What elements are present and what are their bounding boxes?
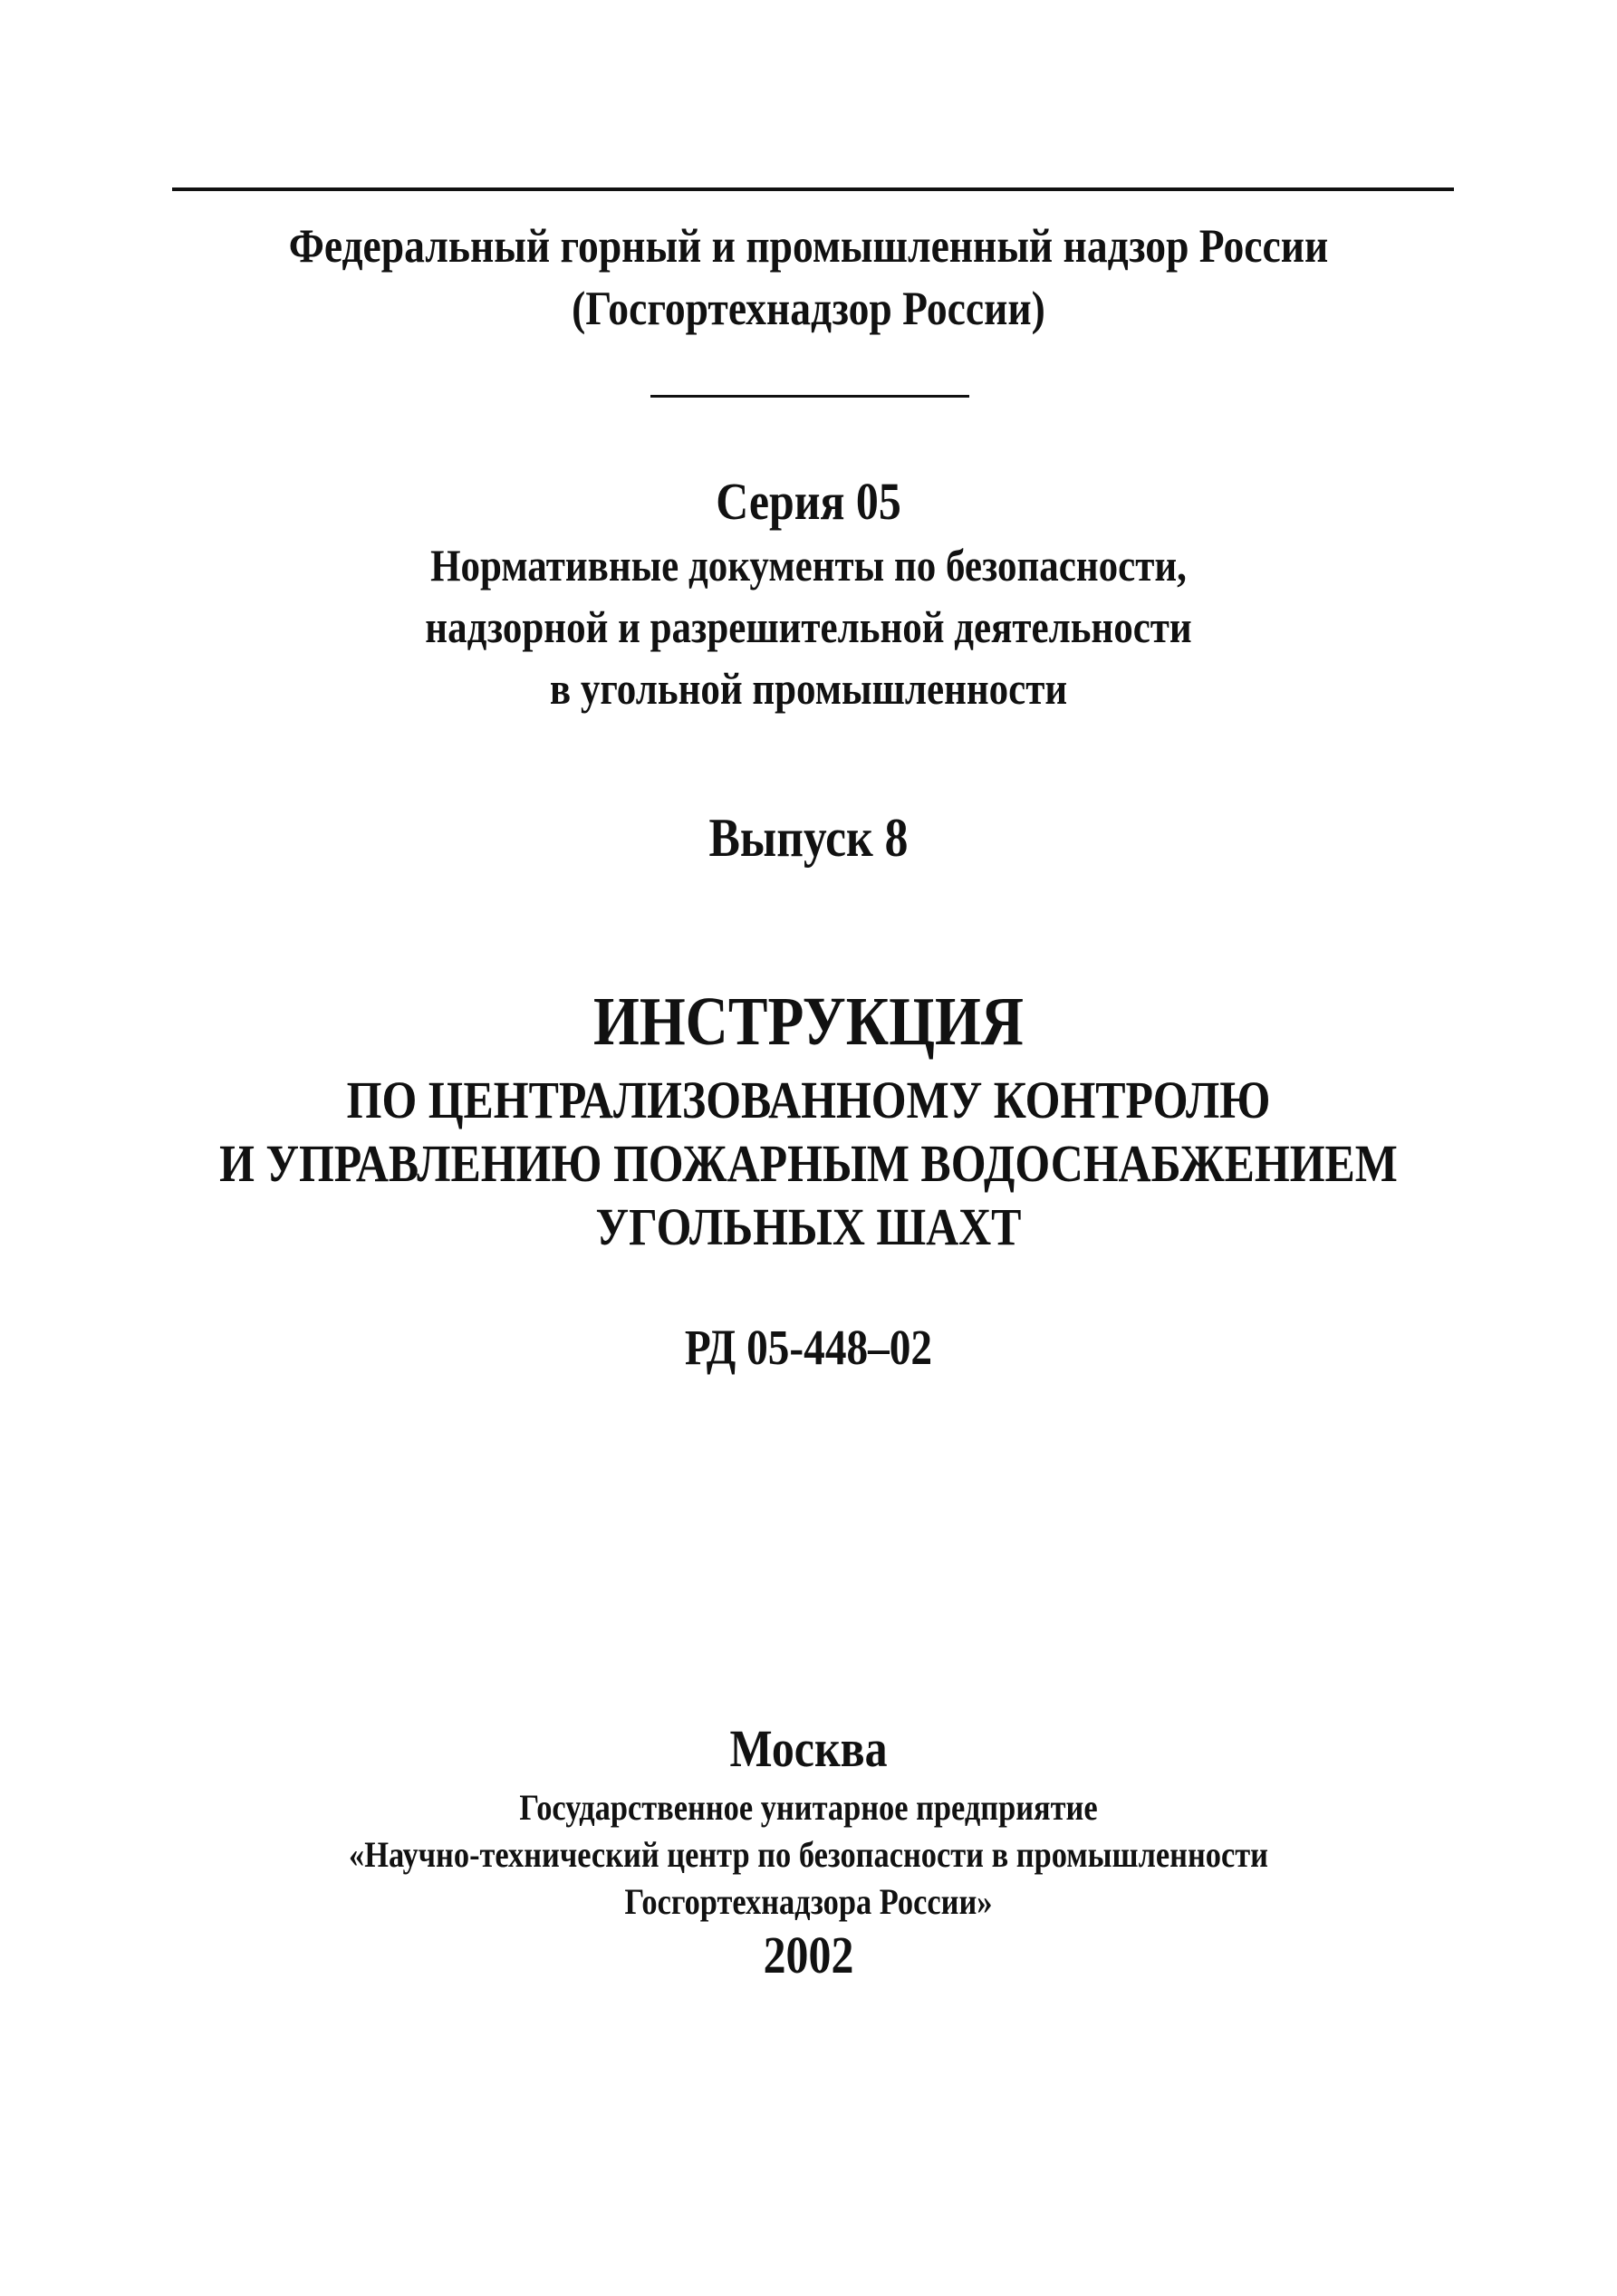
divider-rule — [650, 395, 969, 398]
document-subtitle-line-1: ПО ЦЕНТРАЛИЗОВАННОМУ КОНТРОЛЮ — [346, 1071, 1271, 1129]
document-subtitle-line-3: УГОЛЬНЫХ ШАХТ — [595, 1197, 1022, 1256]
document-code: РД 05-448–02 — [684, 1320, 933, 1375]
agency-short-name: (Госгортехнадзор России) — [572, 283, 1045, 335]
document-title: ИНСТРУКЦИЯ — [592, 984, 1025, 1060]
document-subtitle-line-2: И УПРАВЛЕНИЮ ПОЖАРНЫМ ВОДОСНАБЖЕНИЕМ — [219, 1134, 1398, 1193]
publisher-line-2: «Научно-технический центр по безопасности в промышленности — [349, 1834, 1268, 1875]
series-description-line-3: в угольной промышленности — [549, 663, 1068, 714]
publication-city: Москва — [729, 1719, 888, 1778]
publication-year: 2002 — [763, 1926, 854, 1984]
agency-name: Федеральный горный и промышленный надзор России — [288, 220, 1329, 273]
series-description-line-2: надзорной и разрешительной деятельности — [425, 601, 1192, 652]
series-title: Серия 05 — [716, 472, 901, 531]
series-description-line-1: Нормативные документы по безопасности, — [430, 540, 1187, 591]
issue-number: Выпуск 8 — [708, 808, 909, 868]
publisher-line-3: Госгортехнадзора России» — [624, 1881, 993, 1922]
publisher-line-1: Государственное унитарное предприятие — [519, 1787, 1098, 1828]
top-rule — [172, 187, 1454, 191]
